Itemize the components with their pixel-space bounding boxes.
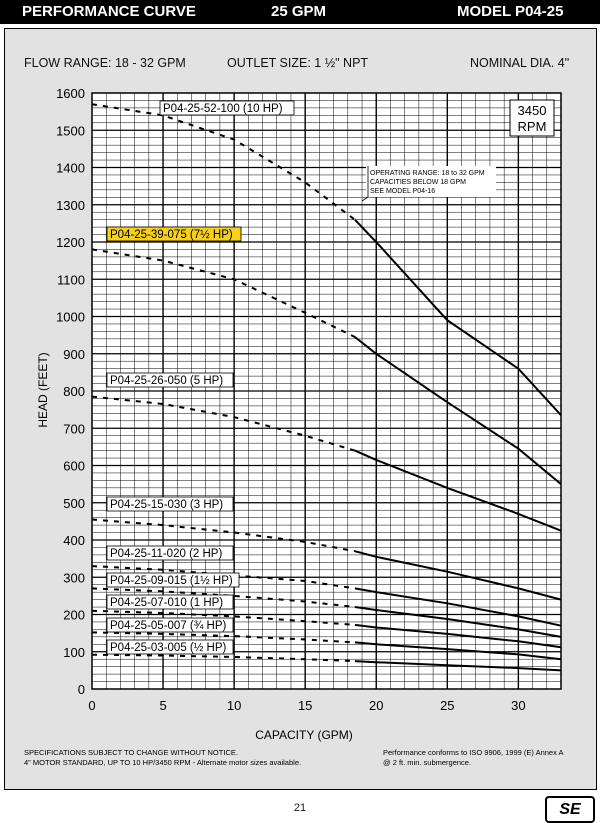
footnote-left-2: 4" MOTOR STANDARD, UP TO 10 HP/3450 RPM - Alternate motor sizes available. [24,758,302,767]
y-tick-label: 0 [77,682,85,697]
y-tick-label: 300 [63,570,85,586]
curve-label: P04-25-09-015 (1½ HP) [110,575,233,587]
x-tick-label: 10 [226,698,242,713]
x-tick-label: 25 [440,698,455,713]
x-axis-title: CAPACITY (GPM) [255,728,353,742]
operating-range-note [362,166,496,201]
y-tick-label: 1000 [56,309,85,325]
y-tick-label: 700 [63,421,85,437]
y-tick-label: 1500 [56,123,85,139]
note-line-2: CAPACITIES BELOW 18 GPM [370,179,466,186]
curve-label: P04-25-03-005 (½ HP) [110,642,227,654]
curve-label: P04-25-05-007 (¾ HP) [110,620,227,632]
x-tick-label: 0 [88,698,96,713]
x-tick-label: 20 [369,698,384,713]
footnote-right-1: Performance conforms to ISO 9906, 1999 (E) Annex A [383,748,564,757]
curve-label: P04-25-11-020 (2 HP) [110,548,223,560]
note-line-3: SEE MODEL P04-16 [370,188,436,195]
note-line-1: OPERATING RANGE: 18 to 32 GPM [370,170,485,177]
x-tick-label: 30 [511,698,526,713]
y-tick-label: 900 [63,346,85,362]
y-tick-label: 800 [63,384,85,399]
y-tick-label: 200 [63,607,85,623]
y-tick-label: 500 [63,495,85,511]
curve-label: P04-25-26-050 (5 HP) [110,375,224,387]
y-tick-label: 100 [63,644,85,660]
y-tick-label: 1600 [56,86,85,101]
header-flow: 25 GPM [271,3,327,20]
rpm-box [510,100,554,136]
header-title: PERFORMANCE CURVE [22,3,196,20]
rpm-unit: RPM [517,119,547,134]
footnote-right-2: @ 2 ft. min. submergence. [383,758,472,767]
x-tick-label: 15 [297,698,313,713]
spec-outlet-size: OUTLET SIZE: 1 ½" NPT [227,56,369,70]
curve-label: P04-25-07-010 (1 HP) [110,597,224,609]
y-tick-label: 1100 [57,272,85,288]
y-tick-label: 400 [63,533,85,548]
spec-nominal-diameter: NOMINAL DIA. 4" [470,56,570,70]
y-tick-label: 600 [63,458,85,474]
spec-flow-range: FLOW RANGE: 18 - 32 GPM [24,56,186,70]
x-tick-label: 5 [159,698,167,713]
page-number: 21 [293,802,307,814]
footnote-left-1: SPECIFICATIONS SUBJECT TO CHANGE WITHOUT NOTICE. [24,748,238,757]
rpm-value: 3450 [517,103,547,118]
curve-label: P04-25-52-100 (10 HP) [163,103,283,115]
curve-label: P04-25-15-030 (3 HP) [110,499,224,511]
y-axis-title: HEAD (FEET) [36,352,50,428]
curve-label: P04-25-39-075 (7½ HP) [110,229,233,241]
company-logo: SE [545,796,595,823]
y-tick-label: 1400 [56,160,85,176]
header-model: MODEL P04-25 [457,3,564,20]
y-tick-label: 1200 [56,235,85,250]
y-tick-label: 1300 [56,197,85,213]
